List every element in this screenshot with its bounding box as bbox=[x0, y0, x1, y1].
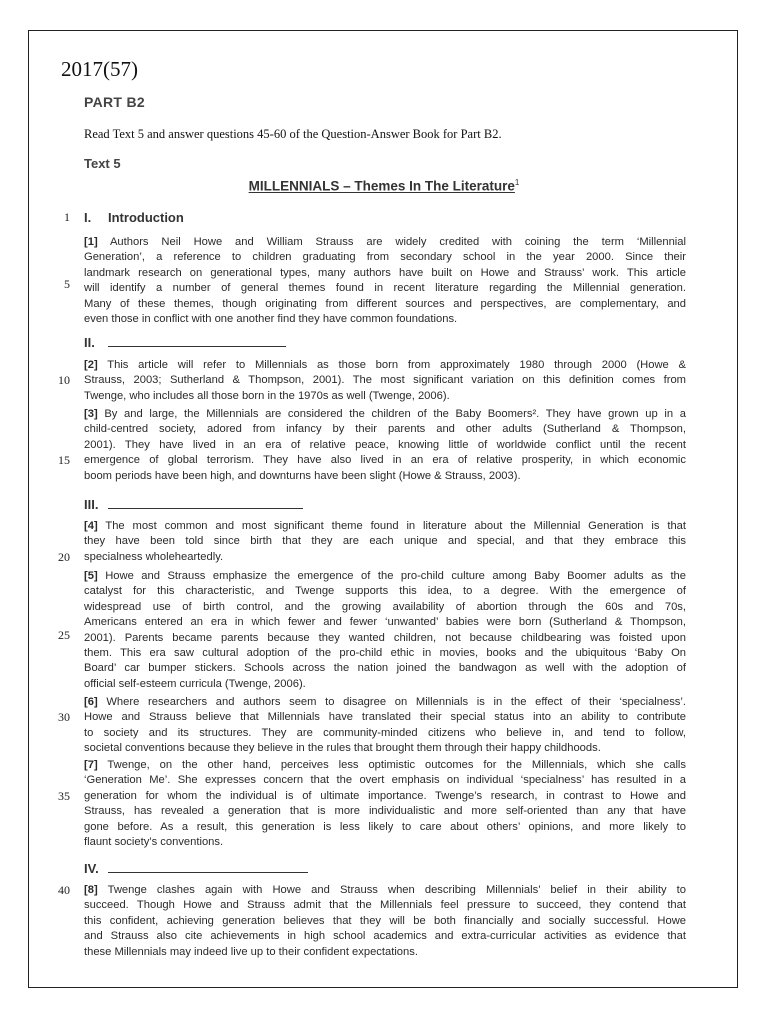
part-heading: PART B2 bbox=[84, 94, 145, 110]
line-number: 1 bbox=[64, 210, 70, 224]
section-numeral: III. bbox=[84, 497, 99, 512]
paragraph-5 bbox=[84, 569, 686, 692]
title-footnote-marker: 1 bbox=[514, 178, 520, 187]
paragraph-line: By and large, the Millennials are considered the children of the Baby Boomers². They have grown up in a bbox=[104, 408, 686, 420]
line-number: 30 bbox=[58, 710, 70, 724]
instruction-text: Read Text 5 and answer questions 45-60 of the Question-Answer Book for Part B2. bbox=[84, 127, 502, 141]
paragraph-number: [5] bbox=[84, 570, 98, 582]
heading-blank-line bbox=[108, 871, 308, 873]
year-code: 2017(57) bbox=[61, 57, 138, 81]
paragraph-3 bbox=[84, 407, 686, 484]
paragraph-line: Where researchers and authors seem to disagree on Millennials is in the effect of their ‘specialness’. bbox=[106, 696, 686, 708]
paragraph-number: [6] bbox=[84, 696, 98, 708]
paragraph-number: [4] bbox=[84, 520, 98, 532]
line-number: 25 bbox=[58, 628, 70, 642]
paragraph-line: succeed. Though Howe and Strauss admit that the Millennials feel pressure to succeed, they contend that bbox=[84, 899, 686, 912]
paragraph-line: Twenge clashes again with Howe and Strauss when describing Millennials’ belief in their ability to bbox=[107, 884, 687, 896]
section-numeral: II. bbox=[84, 335, 95, 350]
line-number: 40 bbox=[58, 883, 70, 897]
paragraph-line: This article will refer to Millennials as those born from approximately 1980 through 2000 (Howe & bbox=[107, 359, 686, 371]
paragraph-line: these Millennials may indeed live up to their confident expectations. bbox=[84, 945, 418, 958]
paragraph-line: 2001). They have lived in an era of relative peace, knowing little of worldwide conflict until the recent bbox=[84, 438, 686, 451]
paragraph-line: Twenge, who includes all those born in the 1970s as well (Twenge, 2006). bbox=[84, 389, 450, 402]
section-numeral: IV. bbox=[84, 861, 99, 876]
paragraph-line: them. This era saw cultural adoption of the pro-child ethic in movies, books and the ubiquitous ‘Baby On bbox=[84, 647, 686, 660]
paragraph-line: landmark research on generational types, many authors have built on Howe and Strauss’ work. This article bbox=[84, 266, 686, 279]
paragraph-line: specialness wholeheartedly. bbox=[84, 550, 224, 563]
section-heading-1 bbox=[84, 210, 184, 225]
paragraph-line: they have been told since birth that they are each unique and special, and that they embrace this bbox=[84, 535, 686, 548]
paragraph-number: [3] bbox=[84, 408, 98, 420]
paragraph-line: official self-esteem curricula (Twenge, 2006). bbox=[84, 677, 306, 690]
paragraph-line: flaunt society’s conventions. bbox=[84, 836, 224, 849]
paragraph-line: even those in conflict with one another find they have common foundations. bbox=[84, 313, 458, 326]
heading-blank-line bbox=[108, 507, 303, 509]
line-number: 35 bbox=[58, 789, 70, 803]
paragraph-line: Americans entered an era in which fewer and fewer ‘unwanted’ babies were born (Sutherland & Thompson, bbox=[84, 616, 686, 629]
paragraph-line: 2001). Parents became parents because they wanted children, not because childbearing was foisted upon bbox=[84, 631, 686, 644]
paragraph-line: The most common and most significant theme found in literature about the Millennial Generation is that bbox=[105, 520, 686, 532]
section-heading-4 bbox=[84, 861, 308, 876]
paragraph-line: Howe and Strauss believe that Millennials have translated their special status into an ability to contribute bbox=[84, 711, 686, 724]
paragraph-line: boom periods have been high, and downturns have been slight (Howe & Strauss, 2003). bbox=[84, 469, 521, 482]
paragraph-2 bbox=[84, 358, 686, 404]
article-title bbox=[0, 178, 768, 194]
paragraph-line: and Strauss also cite achievements in high school academics and extra-curricular activities as evidence that bbox=[84, 930, 686, 943]
section-title: Introduction bbox=[108, 210, 184, 225]
paragraph-number: [8] bbox=[84, 884, 98, 896]
paragraph-line: emergence of global terrorism. They have also lived in an era of relative prosperity, in which economic bbox=[84, 454, 686, 467]
heading-blank-line bbox=[108, 345, 286, 347]
section-numeral: I. bbox=[84, 210, 92, 225]
paragraph-line: child-centred society, adored from infancy by their parents and other adults (Sutherland & Thompson, bbox=[84, 423, 686, 436]
paragraph-line: Authors Neil Howe and William Strauss are widely credited with coining the term ‘Millennial bbox=[109, 236, 686, 248]
paragraph-line: Strauss, 2003; Sutherland & Thompson, 2001). The most significant variation on this definition comes from bbox=[84, 374, 686, 387]
paragraph-number: [7] bbox=[84, 759, 98, 771]
paragraph-line: Howe and Strauss emphasize the emergence of the pro-child culture among Baby Boomer adults as the bbox=[105, 570, 687, 582]
paragraph-line: this confident, achieving generation believes that they will be both financially and socially successful. Howe bbox=[84, 914, 686, 927]
section-heading-3 bbox=[84, 497, 303, 512]
paragraph-line: societal conventions because they believe in the rules that brought them through their happy childhoods. bbox=[84, 742, 601, 755]
paragraph-line: ‘Generation Me’. She expresses concern that the overt emphasis on individual ‘specialness’ has resulted in a bbox=[84, 774, 686, 787]
paragraph-line: Twenge, on the other hand, perceives less optimistic outcomes for the Millennials, which she calls bbox=[107, 759, 687, 771]
line-number: 20 bbox=[58, 550, 70, 564]
paragraph-line: catalyst for this characteristic, and Twenge supports this idea, to a degree. With the emergence of bbox=[84, 585, 686, 598]
paragraph-8 bbox=[84, 883, 686, 960]
paragraph-line: to society and its structures. They are community-minded citizens who believe in, and tend to follow, bbox=[84, 726, 686, 739]
paragraph-6 bbox=[84, 695, 686, 757]
line-number: 15 bbox=[58, 453, 70, 467]
paragraph-line: gone before. As a result, this generation is less likely to care about others’ opinions, and more likely to bbox=[84, 820, 686, 833]
paragraph-1 bbox=[84, 235, 686, 327]
section-heading-2 bbox=[84, 335, 286, 350]
paragraph-4 bbox=[84, 519, 686, 565]
line-number: 5 bbox=[64, 277, 70, 291]
article-title-text: MILLENNIALS – Themes In The Literature bbox=[248, 178, 515, 194]
paragraph-line: will identify a number of general themes found in recent literature regarding the Millennial generation. bbox=[84, 282, 686, 295]
line-number: 10 bbox=[58, 373, 70, 387]
paragraph-line: Many of these themes, though originating from different sources and perspectives, are complementary, and bbox=[84, 297, 686, 310]
paragraph-number: [2] bbox=[84, 359, 98, 371]
paragraph-line: widespread use of birth control, and the growing availability of abortion through the 60s and 70s, bbox=[84, 600, 686, 613]
paragraph-line: Generation’, a reference to children graduating from secondary school in the year 2000. Since their bbox=[84, 251, 686, 264]
paragraph-line: generation for whom the individual is of ultimate importance. Twenge’s research, in contrast to Howe and bbox=[84, 789, 686, 802]
paragraph-7 bbox=[84, 758, 686, 850]
paragraph-line: Board’ car bumper stickers. Schools across the nation joined the bandwagon as well with the adoption of bbox=[84, 662, 686, 675]
paragraph-line: Strauss, has revealed a generation that is more individualistic and more self-oriented than any that have bbox=[84, 805, 686, 818]
paragraph-number: [1] bbox=[84, 236, 98, 248]
text-label: Text 5 bbox=[84, 156, 121, 171]
